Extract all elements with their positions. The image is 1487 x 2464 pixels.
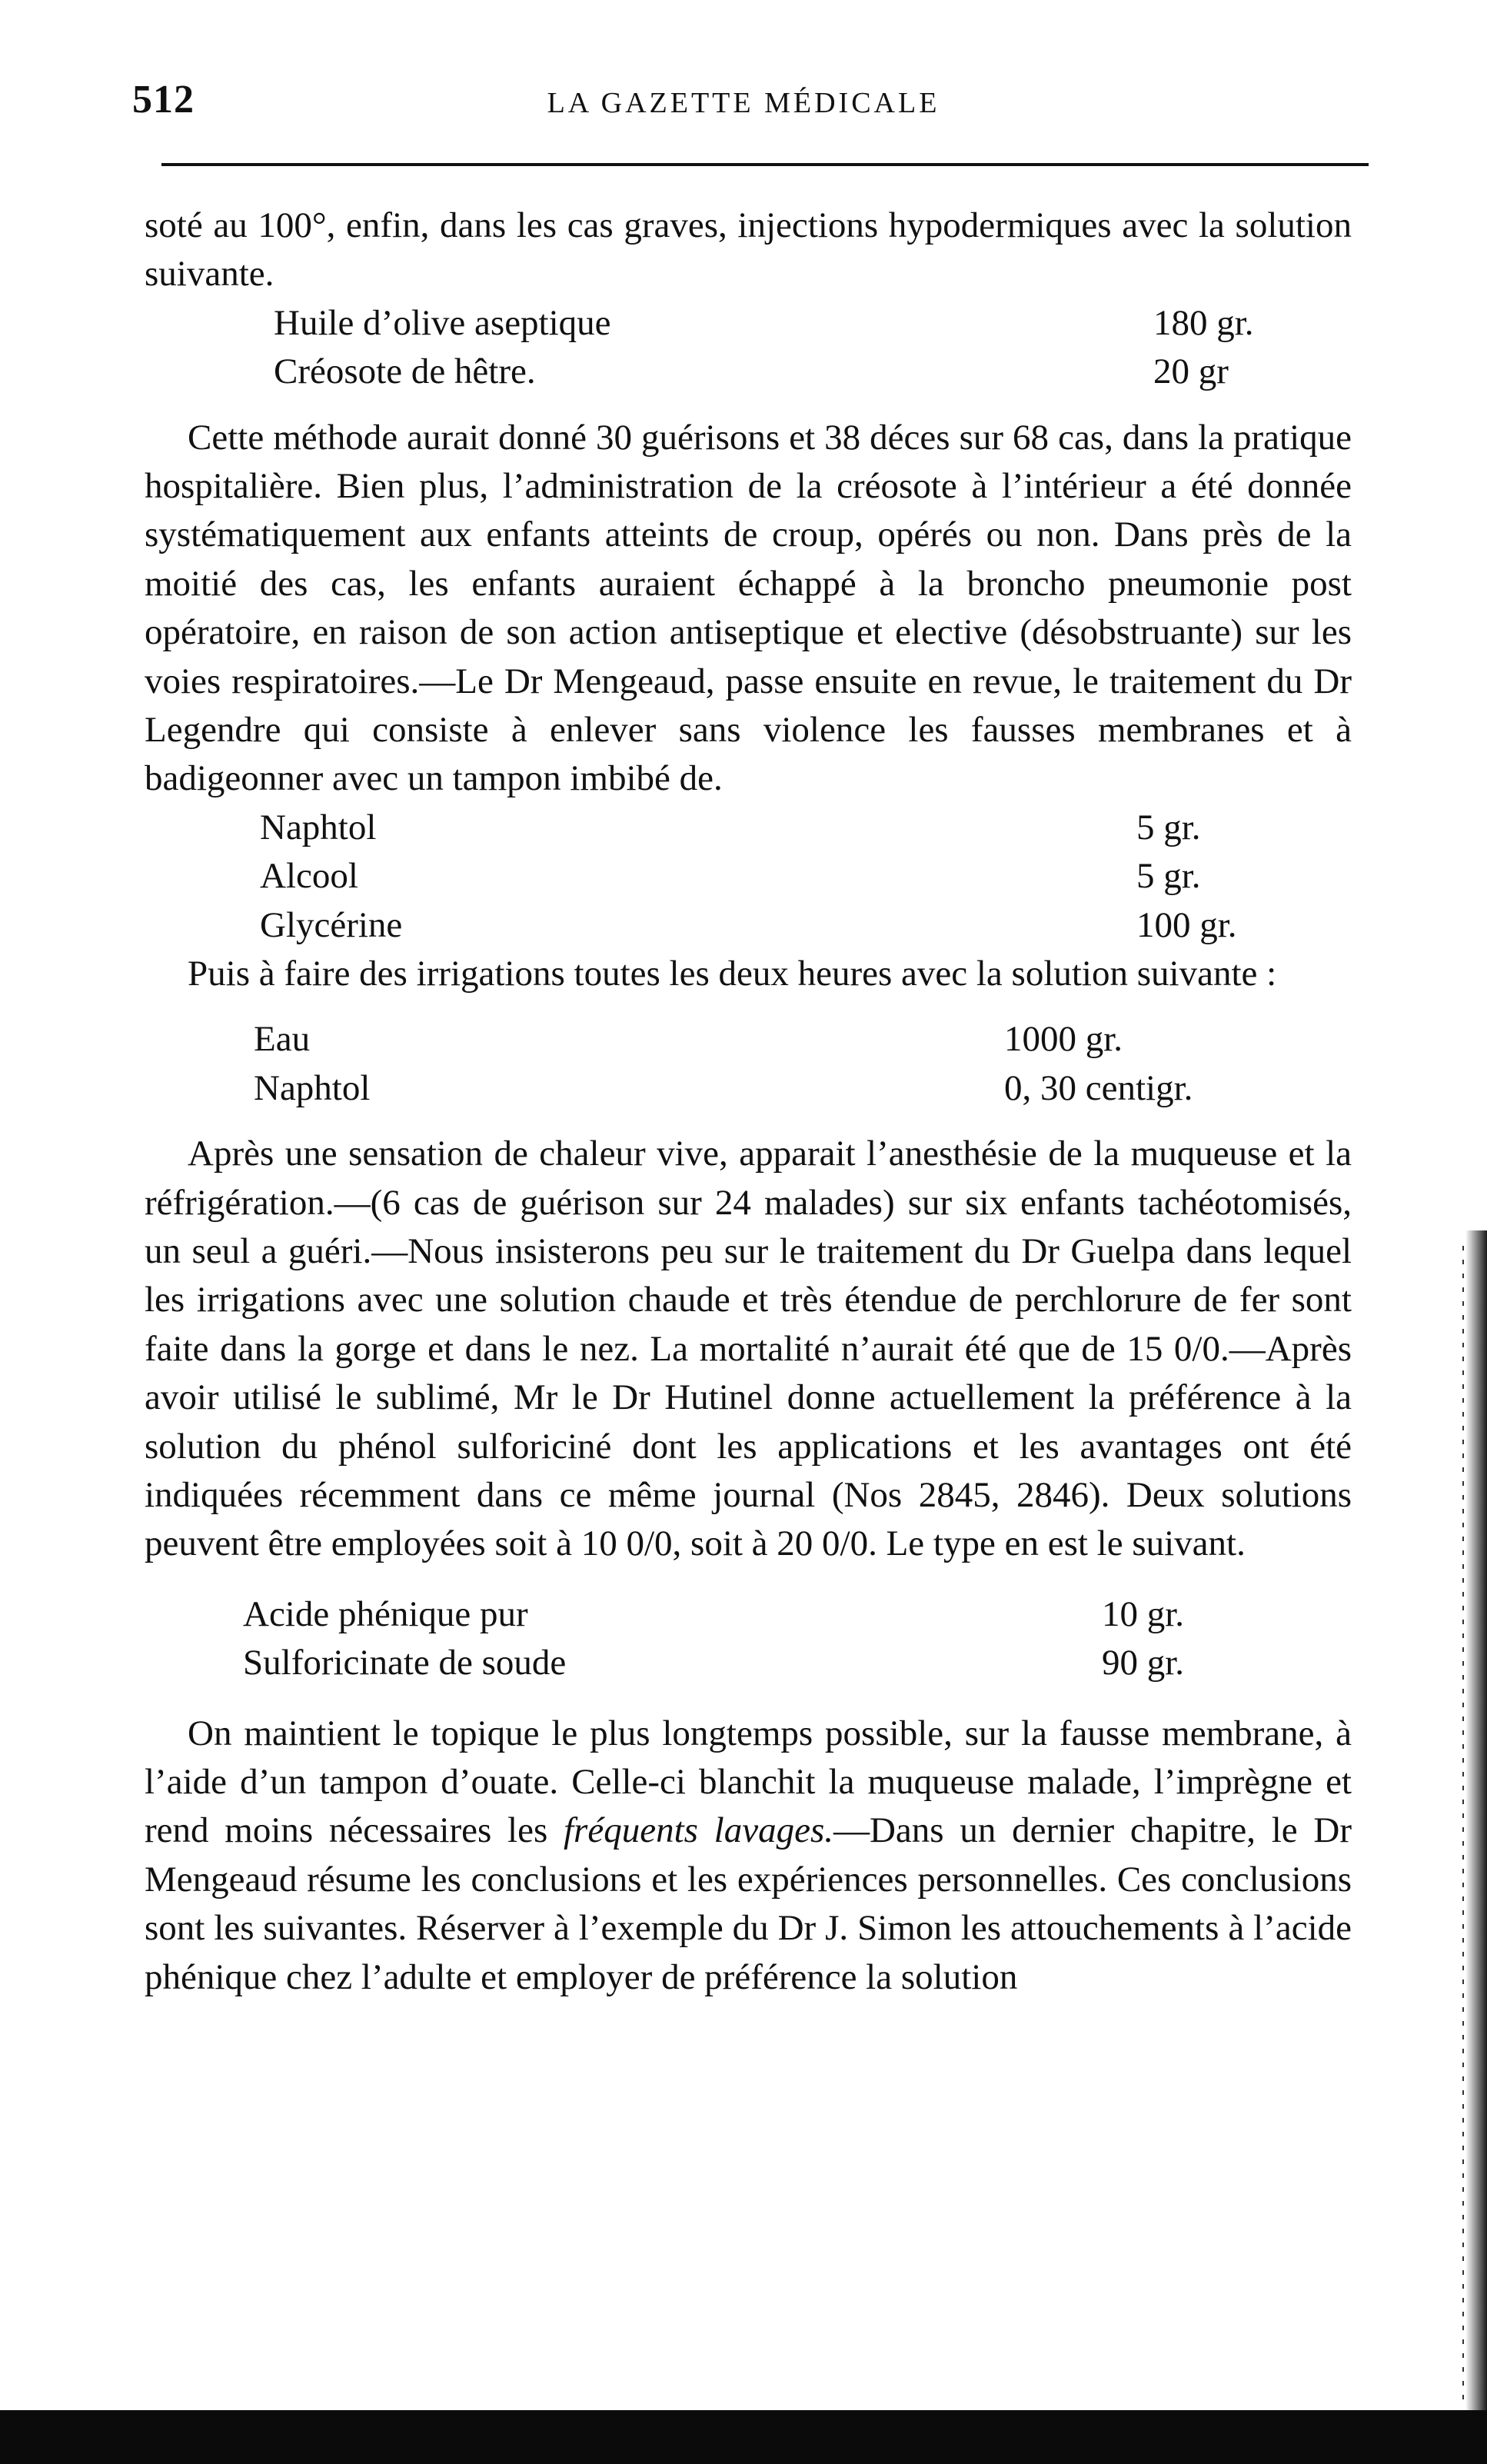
ingredient: Sulforicinate de soude xyxy=(243,1643,567,1683)
quantity: 5 gr. xyxy=(1136,807,1201,847)
scan-edge-marks xyxy=(1462,1246,1464,2399)
recipe-row xyxy=(145,901,1352,950)
running-title: LA GAZETTE MÉDICALE xyxy=(547,87,940,119)
recipe-3 xyxy=(145,1015,1352,1113)
ingredient: Créosote de hêtre. xyxy=(274,351,536,392)
scan-bottom-bar xyxy=(0,2410,1487,2464)
recipe-row xyxy=(145,1639,1352,1687)
ingredient: Glycérine xyxy=(260,904,403,945)
paragraph-1: soté au 100°, enfin, dans les cas graves, injections hypodermiques avec la solution suivante. xyxy=(145,205,1352,295)
recipe-row xyxy=(145,804,1352,852)
recipe-row xyxy=(145,852,1352,901)
ingredient: Acide phénique pur xyxy=(243,1593,528,1634)
quantity: 90 gr. xyxy=(1102,1643,1185,1683)
article-body xyxy=(145,201,1352,2002)
quantity: 5 gr. xyxy=(1136,856,1201,897)
recipe-row xyxy=(145,1590,1352,1639)
quantity: 20 gr xyxy=(1153,351,1229,392)
ingredient: Alcool xyxy=(260,856,358,897)
quantity: 10 gr. xyxy=(1102,1593,1185,1634)
quantity: 1000 gr. xyxy=(1004,1019,1123,1060)
paragraph-5-text-a: On maintient le topique le plus longtemps possible, sur la fausse membrane, à l’aide d’un tampon d’ouate. Celle-ci blanchit la muqueuse malade, l’imprègne et rend moins nécessaires les xyxy=(145,1713,1352,1851)
recipe-4 xyxy=(145,1590,1352,1688)
recipe-row xyxy=(145,1064,1352,1113)
scan-page-edge xyxy=(1465,1230,1487,2464)
ingredient: Eau xyxy=(254,1019,311,1060)
quantity: 0, 30 centigr. xyxy=(1004,1067,1193,1108)
ingredient: Huile d’olive aseptique xyxy=(274,302,611,343)
paragraph-4: Après une sensation de chaleur vive, apparait l’anesthésie de la muqueuse et la réfrigération.—(6 cas de guérison sur 24 malades) sur six enfants tachéotomisés, un seul a guéri.—Nous insisterons peu sur le traitement du Dr Guelpa dans lequel les irrigations avec une solution chaude et très étendue de perchlorure de fer sont faite dans la gorge et dans le nez. La mortalité n’aurait été que de 15 0/0.—Après avoir utilisé le sublimé, Mr le Dr Hutinel donne actuellement la préférence à la solution du phénol sulforiciné dont les applications et les avantages ont été indiquées récemment dans ce même journal (Nos 2845, 2846). Deux solutions peuvent être employées soit à 10 0/0, soit à 20 0/0. Le type en est le suivant. xyxy=(145,1134,1352,1564)
paragraph-5-text-b: —Dans un dernier chapitre, le Dr Mengeaud résume les conclusions et les expériences personnelles. Ces conclusions sont les suivantes. Réserver à l’exemple du Dr J. Simon les attouchements à l’acide phénique chez l’adulte et employer de préférence la solution xyxy=(145,1810,1352,1997)
recipe-row xyxy=(145,1015,1352,1064)
recipe-1 xyxy=(145,299,1352,397)
page-header xyxy=(0,77,1487,123)
quantity: 180 gr. xyxy=(1153,302,1254,343)
quantity: 100 gr. xyxy=(1136,904,1237,945)
ingredient: Naphtol xyxy=(254,1067,371,1108)
page-number: 512 xyxy=(132,78,195,122)
paragraph-5 xyxy=(145,1710,1352,2002)
header-rule xyxy=(161,163,1369,166)
paragraph-5-italic: fréquents lavages. xyxy=(564,1810,833,1851)
recipe-row xyxy=(145,299,1352,348)
paragraph-2: Cette méthode aurait donné 30 guérisons et 38 déces sur 68 cas, dans la pratique hospitalière. Bien plus, l’administration de la créosote à l’intérieur a été donnée systématiquement aux enfants atteints de croup, opérés ou non. Dans près de la moitié des cas, les enfants auraient échappé à la broncho pneumonie post opératoire, en raison de son action antiseptique et elective (désobstruante) sur les voies respiratoires.—Le Dr Mengeaud, passe ensuite en revue, le traitement du Dr Legendre qui consiste à enlever sans violence les fausses membranes et à badigeonner avec un tampon imbibé de. xyxy=(145,417,1352,799)
paragraph-3: Puis à faire des irrigations toutes les deux heures avec la solution suivante : xyxy=(188,954,1277,994)
recipe-2 xyxy=(145,804,1352,950)
recipe-row xyxy=(145,348,1352,396)
ingredient: Naphtol xyxy=(260,807,377,847)
